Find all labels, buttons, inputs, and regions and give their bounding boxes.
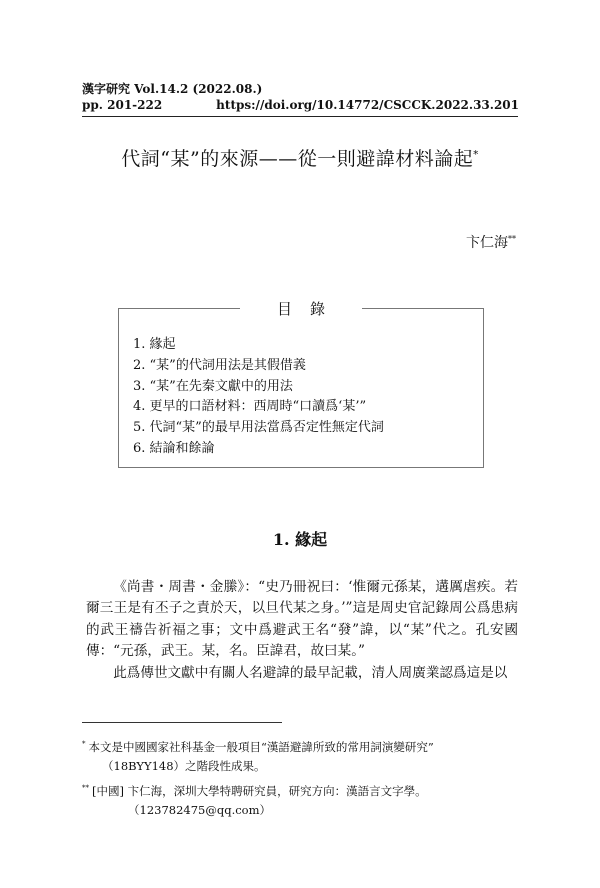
journal-header: 漢字研究 Vol.14.2 (2022.08.) [82,82,263,96]
title-footnote-mark[interactable]: * [473,149,479,161]
paragraph: 《尚書・周書・金縢》：“史乃冊祝曰：‘惟爾元孫某，遘厲虐疾。若爾三王是有丕子之責於天，以旦代某之身。’”這是周史官記錄周公爲患病的武王禱告祈福之事；文中爲避武王名“發”諱，以“某”代之。孔安國傳：“元孫，武王。某，名。臣諱君，故曰某。” [86,579,518,660]
toc-list [133,335,384,460]
header-divider [82,116,518,117]
author [466,232,516,252]
footnote-1-cont: （18BYY148）之階段性成果。 [102,759,266,773]
footnote-mark: * [82,740,86,748]
toc-item[interactable]: 2. “某”的代詞用法是其假借義 [133,357,306,373]
body-text [86,577,518,684]
paper-title [0,144,600,171]
toc-item[interactable]: 4. 更早的口語材料：西周時“口讀爲‘某’” [133,399,367,415]
toc-item[interactable]: 1. 緣起 [133,337,176,352]
author-name: 卞仁海 [466,235,508,251]
footnote-2 [82,778,427,801]
toc-item[interactable]: 6. 結論和餘論 [133,440,215,456]
toc-title: 目錄 [240,298,362,319]
footnote-divider [82,722,282,723]
section-heading: 1. 緣起 [272,530,328,549]
footnote-1 [82,734,434,757]
author-email[interactable]: （123782475@qq.com） [128,803,271,817]
toc-item[interactable]: 5. 代詞“某”的最早用法當爲否定性無定代詞 [133,420,384,436]
toc-item[interactable]: 3. “某”在先秦文獻中的用法 [133,378,293,394]
paper-title-text: 代詞“某”的來源——從一則避諱材料論起 [121,148,474,170]
doi-link[interactable]: https://doi.org/10.14772/CSCCK.2022.33.201 [216,98,519,112]
paragraph: 此爲傳世文獻中有關人名避諱的最早記載，清人周廣業認爲這是以 [113,664,508,681]
footnote-text: 本文是中國國家社科基金一般項目“漢語避諱所致的常用詞演變研究” [88,739,434,754]
footnote-mark: ** [82,784,89,792]
author-footnote-mark[interactable]: ** [508,234,516,244]
page-range: pp. 201-222 [82,98,163,112]
footnote-text: [中國] 卞仁海，深圳大學特聘研究員，研究方向：漢語言文字學。 [92,783,427,798]
